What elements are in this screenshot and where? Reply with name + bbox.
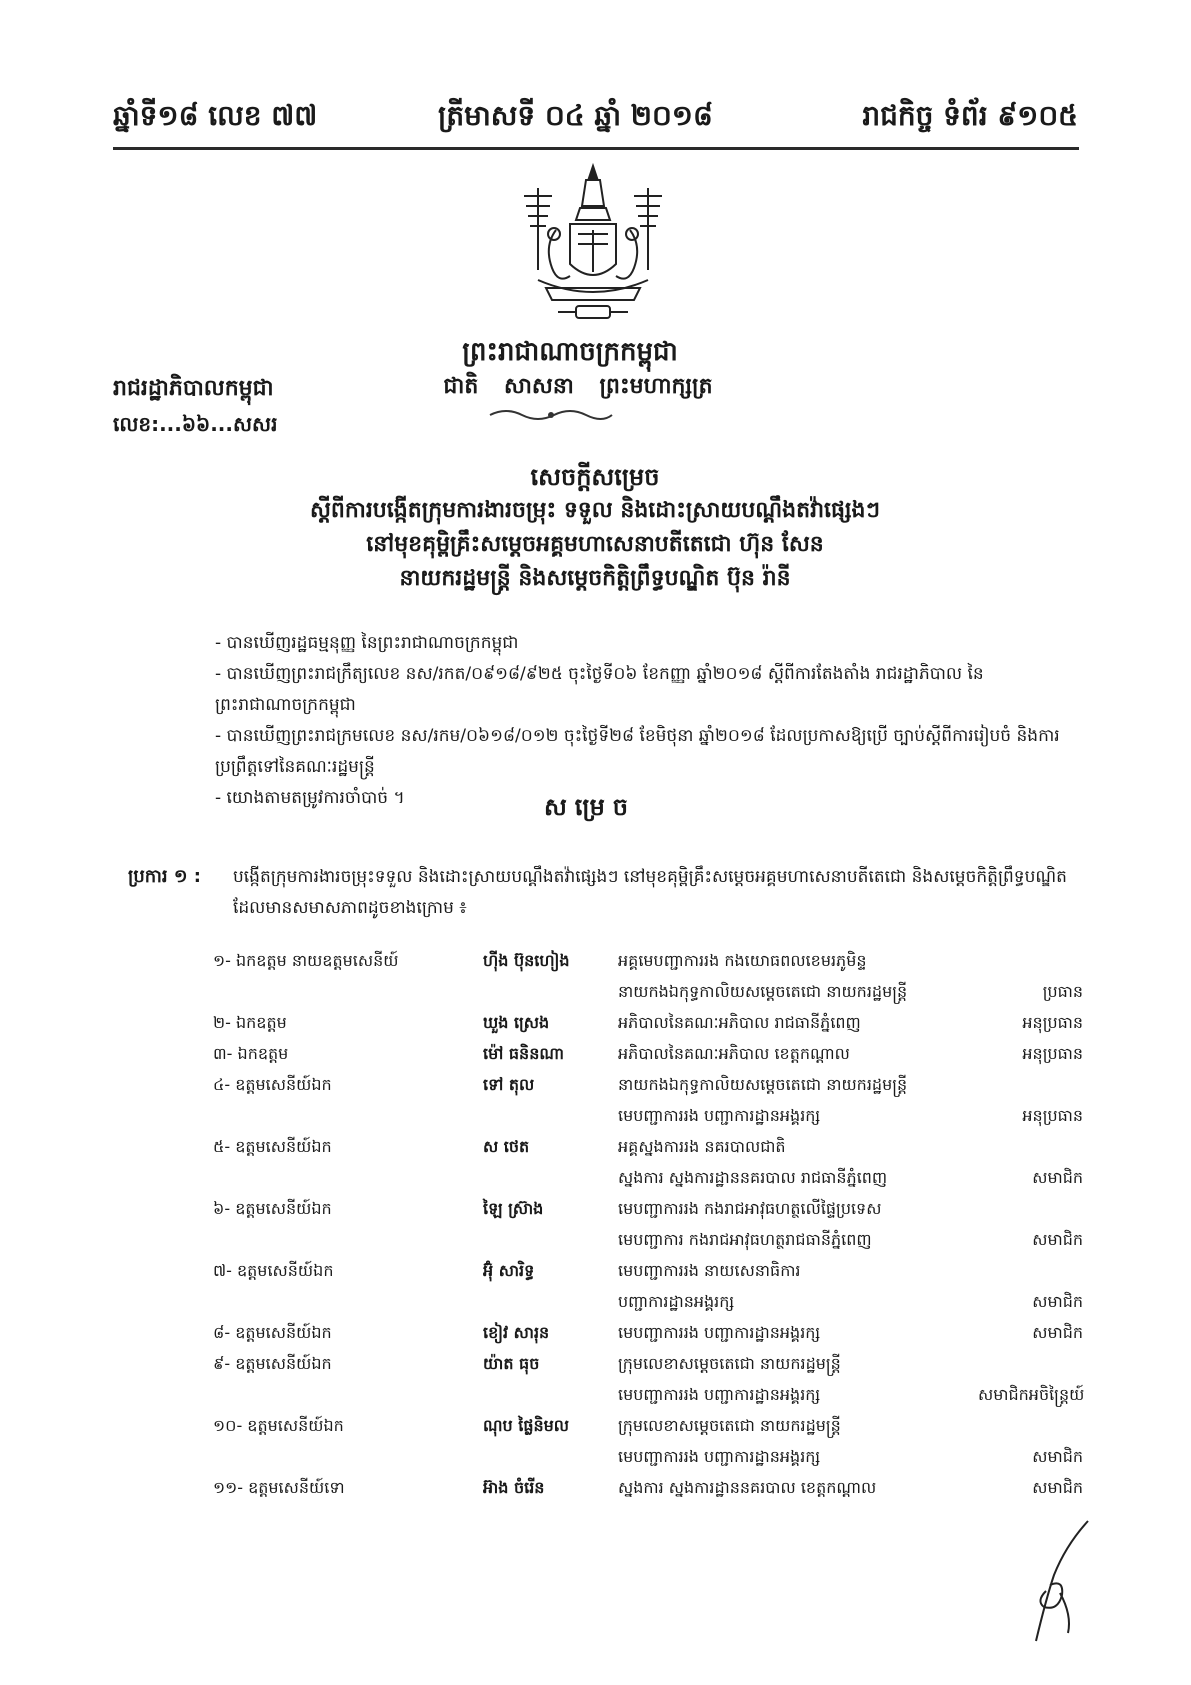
member-rank: ៩- ឧត្តមសេនីយ៍ឯក (213, 1354, 332, 1373)
member-row-cont (213, 1441, 1083, 1472)
member-position: មេបញ្ជាការរង បញ្ជាការដ្ឋានអង្គរក្ស (618, 1385, 821, 1404)
member-row (213, 1038, 1083, 1069)
member-position: មេបញ្ជាការរង កងរាជអាវុធហត្ថលើផ្ទៃប្រទេស (618, 1199, 882, 1218)
issue-date: ត្រីមាសទី ០៤ ឆ្នាំ ២០១៨ (438, 99, 713, 132)
member-row-cont (213, 1286, 1083, 1317)
member-rank: ៣- ឯកឧត្តម (213, 1044, 289, 1063)
ornament-divider-icon (486, 405, 616, 425)
member-position: មេបញ្ជាការ កងរាជអាវុធហត្ថរាជធានីភ្នំពេញ (618, 1230, 872, 1249)
member-position: បញ្ជាការដ្ឋានអង្គរក្ស (618, 1292, 735, 1311)
member-name: ម៉ៅ ធនិនណា (483, 1044, 564, 1063)
signature-initial-icon (1006, 1515, 1096, 1645)
preamble-item: - បានឃើញព្រះរាជក្រមលេខ នស/រកម/០៦១៨/០១២ ចុះថ្ងៃទី២៨ ខែមិថុនា ឆ្នាំ២០១៨ ដែលប្រកាសឱ្យប្រើ ច្បាប់ស្តីពីការរៀបចំ និងការប្រព្រឹត្តទៅនៃគណៈរដ្ឋមន្ត្រី (215, 726, 1060, 777)
header-divider (113, 147, 1079, 150)
member-role: ប្រធាន (1042, 982, 1083, 1001)
member-row (213, 1193, 1083, 1224)
member-row-cont (213, 976, 1083, 1007)
member-rank: ១០- ឧត្តមសេនីយ៍ឯក (213, 1416, 344, 1435)
reference-number: លេខ:...៦៦...សសរ (113, 412, 278, 436)
member-name: អ៊ុំ សារិទ្ធ (483, 1261, 535, 1280)
decision-title-line3: នាយករដ្ឋមន្ត្រី និងសម្តេចកិត្តិព្រឹទ្ធបណ្ឌិត ប៊ុន រ៉ានី (399, 566, 791, 591)
member-position: ក្រុមលេខាសម្តេចតេជោ នាយករដ្ឋមន្ត្រី (618, 1354, 841, 1373)
member-position: ស្នងការ ស្នងការដ្ឋាននគរបាល រាជធានីភ្នំពេញ (618, 1168, 888, 1187)
member-list (213, 945, 1083, 1503)
member-row (213, 1410, 1083, 1441)
member-row (213, 1317, 1083, 1348)
preamble-item: - បានឃើញរដ្ឋធម្មនុញ្ញ នៃព្រះរាជាណាចក្រកម្ពុជា (215, 633, 519, 653)
article-1-label: ប្រការ ១ : (128, 866, 201, 887)
member-position: មេបញ្ជាការរង បញ្ជាការដ្ឋានអង្គរក្ស (618, 1323, 821, 1342)
member-rank: ៨- ឧត្តមសេនីយ៍ឯក (213, 1323, 332, 1342)
member-role: សមាជិក (1032, 1168, 1083, 1187)
member-position: អគ្គមេបញ្ជាការរង កងយោធពលខេមរភូមិន្ទ (618, 951, 867, 970)
member-rank: ៦- ឧត្តមសេនីយ៍ឯក (213, 1199, 332, 1218)
member-position: មេបញ្ជាការរង នាយសេនាធិការ (618, 1261, 801, 1280)
member-position: នាយកងឯកុទ្ធកាលិយសម្តេចតេជោ នាយករដ្ឋមន្ត្រី (618, 1075, 908, 1094)
issue-number: ឆ្នាំទី១៨ លេខ ៧៧ (113, 99, 318, 132)
preamble (215, 628, 1075, 814)
member-rank: ៧- ឧត្តមសេនីយ៍ឯក (213, 1261, 334, 1280)
member-rank: ៥- ឧត្តមសេនីយ៍ឯក (213, 1137, 332, 1156)
member-position: មេបញ្ជាការរង បញ្ជាការដ្ឋានអង្គរក្ស (618, 1447, 821, 1466)
member-name: អ៊ាង ចំរើន (483, 1478, 545, 1497)
member-rank: ១- ឯកឧត្តម នាយឧត្តមសេនីយ៍ (213, 951, 399, 970)
member-row (213, 1131, 1083, 1162)
member-name: ឡៃ ស្រ៊ាង (483, 1199, 544, 1218)
national-motto: ជាតិ សាសនា ព្រះមហាក្សត្រ (443, 374, 713, 399)
member-role: អនុប្រធាន (1022, 1013, 1083, 1032)
member-role: សមាជិក (1032, 1230, 1083, 1249)
member-role: អនុប្រធាន (1022, 1044, 1083, 1063)
member-position: ក្រុមលេខាសម្តេចតេជោ នាយករដ្ឋមន្ត្រី (618, 1416, 841, 1435)
member-name: យ៉ាត ធុច (483, 1354, 540, 1373)
member-name: ស ថេត (483, 1137, 530, 1156)
royal-coat-of-arms-icon (498, 160, 688, 330)
decision-title-line2: នៅមុខគុម្ពិគ្រឹះសម្តេចអគ្គមហាសេនាបតីតេជោ ហ៊ុន សែន (366, 532, 824, 557)
member-role: សមាជិក (1032, 1292, 1083, 1311)
member-position: នាយកងឯកុទ្ធកាលិយសម្តេចតេជោ នាយករដ្ឋមន្ត្រី (618, 982, 908, 1001)
member-name: ទៅ តុល (483, 1075, 535, 1094)
decision-title-main: សេចក្តីសម្រេច (530, 463, 660, 491)
preamble-item: - បានឃើញព្រះរាជក្រឹត្យលេខ នស/រកត/០៩១៨/៩២៥ ចុះថ្ងៃទី០៦ ខែកញ្ញា ឆ្នាំ២០១៨ ស្តីពីការតែងតាំង រាជរដ្ឋាភិបាល នៃព្រះរាជាណាចក្រកម្ពុជា (215, 664, 984, 715)
member-role: សមាជិក (1032, 1323, 1083, 1342)
article-1-text: បង្កើតក្រុមការងារចម្រុះទទួល និងដោះស្រាយបណ្តឹងតវ៉ាផ្សេងៗ នៅមុខគុម្ពិគ្រឹះសម្តេចអគ្គមហាសេនាបតីតេជោ និងសម្តេចកិត្តិព្រឹទ្ធបណ្ឌិត ដែលមានសមាសភាពដូចខាងក្រោម ៖ (233, 867, 1067, 918)
member-position: អគ្គស្នងការរង នគរបាលជាតិ (618, 1137, 786, 1156)
member-rank: ៤- ឧត្តមសេនីយ៍ឯក (213, 1075, 332, 1094)
member-role: សមាជិក (1032, 1447, 1083, 1466)
member-role: អនុប្រធាន (1022, 1106, 1083, 1125)
member-name: ឃួង ស្រេង (483, 1013, 550, 1032)
member-row-cont (213, 1162, 1083, 1193)
preamble-item: - យោងតាមតម្រូវការចាំបាច់ ។ (215, 788, 405, 808)
member-position: អភិបាលនៃគណៈអភិបាល ខេត្តកណ្តាល (618, 1044, 850, 1063)
member-role: សមាជិកអចិន្ត្រៃយ៍ (978, 1385, 1085, 1404)
decision-title (150, 460, 1040, 596)
decision-title-line1: ស្តីពីការបង្កើតក្រុមការងារចម្រុះ ទទួល និងដោះស្រាយបណ្តឹងតវ៉ាផ្សេងៗ (309, 498, 881, 523)
member-row-cont (213, 1100, 1083, 1131)
member-row (213, 945, 1083, 976)
kingdom-name: ព្រះរាជាណាចក្រកម្ពុជា (462, 337, 678, 367)
member-row-cont (213, 1379, 1083, 1410)
member-name: ហ៊ីង ប៊ុនហៀង (483, 951, 570, 970)
member-rank: ២- ឯកឧត្តម (213, 1013, 287, 1032)
member-row (213, 1348, 1083, 1379)
member-rank: ១១- ឧត្តមសេនីយ៍ទោ (213, 1478, 345, 1497)
issuing-government: រាជរដ្ឋាភិបាលកម្ពុជា (113, 376, 274, 401)
member-row (213, 1069, 1083, 1100)
member-name: ខៀវ សារុន (483, 1323, 550, 1342)
member-position: អភិបាលនៃគណៈអភិបាល រាជធានីភ្នំពេញ (618, 1013, 861, 1032)
member-row-cont (213, 1224, 1083, 1255)
member-position: មេបញ្ជាការរង បញ្ជាការដ្ឋានអង្គរក្ស (618, 1106, 821, 1125)
decision-heading: សម្រេច (543, 793, 637, 821)
gazette-page: រាជកិច្ច ទំព័រ ៩១០៥ (862, 99, 1078, 132)
member-row (213, 1007, 1083, 1038)
member-row (213, 1472, 1083, 1503)
member-row (213, 1255, 1083, 1286)
member-role: សមាជិក (1032, 1478, 1083, 1497)
member-name: ណុប ផ្លៃនិមល (483, 1416, 570, 1435)
member-position: ស្នងការ ស្នងការដ្ឋាននគរបាល ខេត្តកណ្តាល (618, 1478, 877, 1497)
